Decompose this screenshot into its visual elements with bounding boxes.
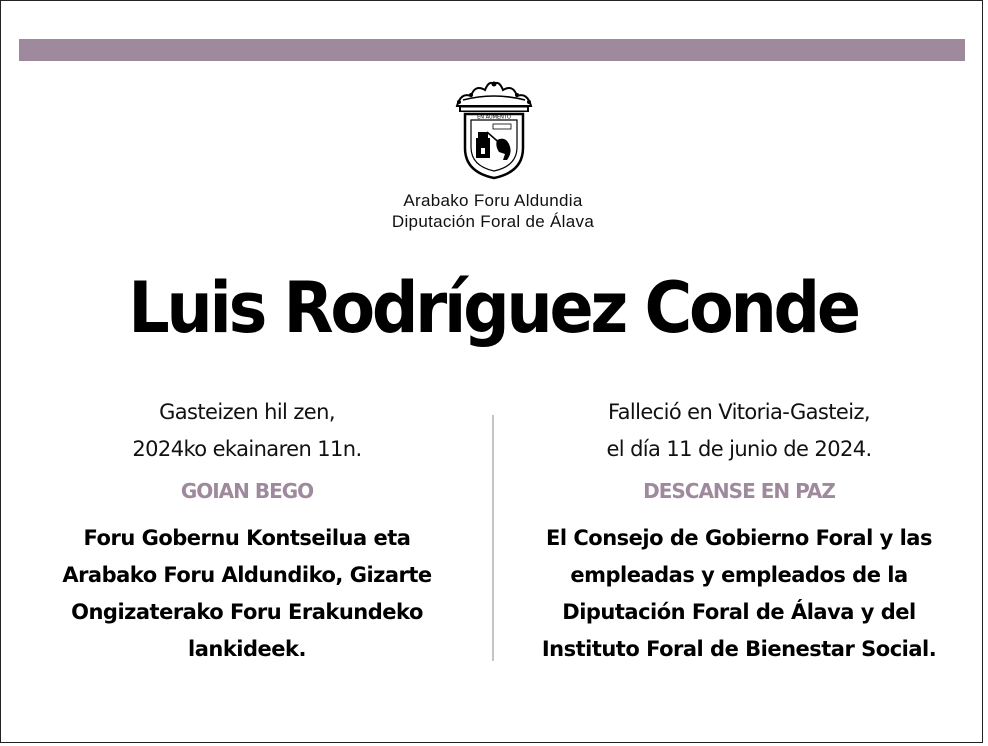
svg-text:EN AUMENTO: EN AUMENTO: [477, 114, 511, 121]
signer-line: Diputación Foral de Álava y del: [562, 600, 916, 624]
accent-bar: [19, 39, 965, 61]
rest-in-peace-spanish: DESCANSE EN PAZ: [643, 479, 835, 503]
signer-line: lankideek.: [188, 637, 306, 661]
organization-basque: Arabako Foru Aldundia: [403, 191, 583, 210]
basque-column: [31, 394, 463, 668]
signer-line: Instituto Foral de Bienestar Social.: [541, 637, 937, 661]
signer-line: Ongizaterako Foru Erakundeko: [71, 600, 423, 624]
signer-line: Foru Gobernu Kontseilua eta: [83, 526, 411, 550]
death-date-basque: 2024ko ekainaren 11n.: [132, 437, 362, 461]
death-date-spanish: el día 11 de junio de 2024.: [606, 437, 872, 461]
coat-of-arms-icon: [451, 80, 537, 180]
signers-basque: [31, 520, 463, 668]
rest-in-peace-basque: GOIAN BEGO: [180, 479, 314, 503]
signer-line: empleadas y empleados de la: [570, 563, 908, 587]
signers-spanish: [513, 520, 965, 668]
column-divider: [492, 415, 494, 661]
death-place-spanish: Falleció en Vitoria-Gasteiz,: [608, 400, 870, 424]
deceased-name: Luis Rodríguez Conde: [128, 267, 858, 349]
organization-spanish: Diputación Foral de Álava: [391, 212, 595, 231]
death-place-basque: Gasteizen hil zen,: [159, 400, 335, 424]
spanish-column: [513, 394, 965, 668]
signer-line: Arabako Foru Aldundiko, Gizarte: [62, 563, 432, 587]
signer-line: El Consejo de Gobierno Foral y las: [546, 526, 932, 550]
